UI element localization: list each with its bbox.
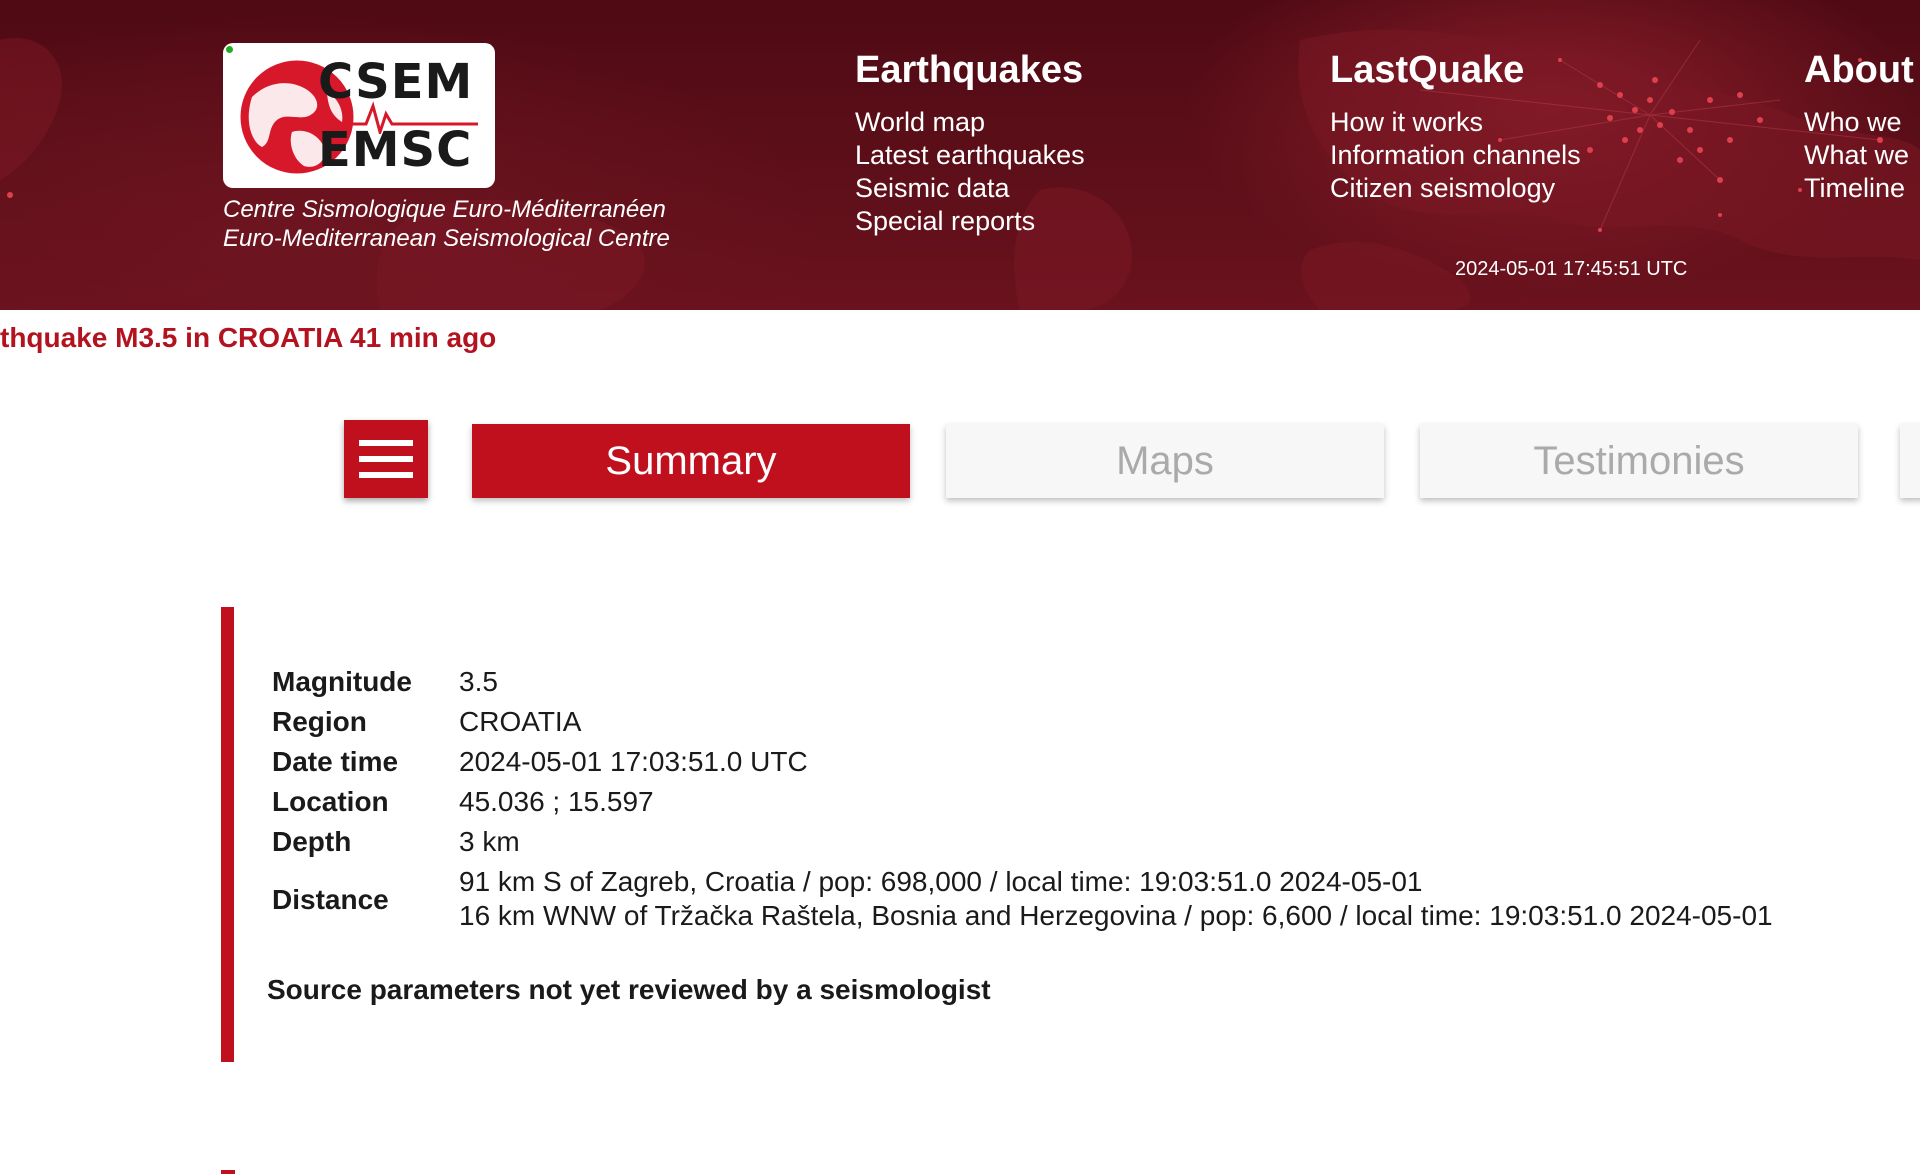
distance-label: Distance (272, 884, 389, 915)
nav-about (1804, 50, 1914, 205)
hamburger-icon-bar (359, 472, 413, 478)
nav-link-what-we[interactable]: What we (1804, 139, 1910, 170)
distance-value-1: 91 km S of Zagreb, Croatia / pop: 698,000 / local time: 19:03:51.0 2024-05-01 (459, 866, 1423, 897)
nav-about-title[interactable]: About (1804, 49, 1914, 91)
nav-link-who-we[interactable]: Who we (1804, 106, 1902, 137)
nav-lastquake-title[interactable]: LastQuake (1330, 49, 1525, 91)
depth-value: 3 km (459, 826, 520, 857)
region-value: CROATIA (459, 706, 582, 737)
nav-lastquake (1330, 50, 1581, 205)
depth-label: Depth (272, 826, 352, 857)
nav-earthquakes (855, 50, 1085, 238)
nav-link-latest-earthquakes[interactable]: Latest earthquakes (855, 139, 1085, 170)
next-section-marker (221, 1170, 235, 1174)
review-status-note: Source parameters not yet reviewed by a seismologist (267, 974, 991, 1005)
tab-summary[interactable]: Summary (472, 424, 910, 498)
distance-value-2: 16 km WNW of Tržačka Raštela, Bosnia and Herzegovina / pop: 6,600 / local time: 19:03:51.0 2024-05-01 (459, 900, 1773, 931)
datetime-label: Date time (272, 746, 399, 777)
magnitude-label: Magnitude (272, 666, 412, 697)
hamburger-menu-button[interactable] (344, 420, 428, 498)
tab-next-partial[interactable] (1900, 424, 1920, 498)
logo-text-csem: CSEM (318, 54, 474, 110)
nav-earthquakes-title[interactable]: Earthquakes (855, 49, 1084, 91)
location-value: 45.036 ; 15.597 (459, 786, 654, 817)
logo-text-emsc: EMSC (318, 122, 473, 178)
tab-testimonies[interactable]: Testimonies (1420, 424, 1858, 498)
tab-maps[interactable]: Maps (946, 424, 1384, 498)
hamburger-icon-bar (359, 456, 413, 462)
location-label: Location (272, 786, 389, 817)
magnitude-value: 3.5 (459, 666, 498, 697)
earthquake-summary-panel (221, 607, 1773, 1062)
nav-link-seismic-data[interactable]: Seismic data (855, 172, 1010, 203)
datetime-value: 2024-05-01 17:03:51.0 UTC (459, 746, 808, 777)
nav-link-timeline[interactable]: Timeline (1804, 172, 1906, 203)
utc-clock: 2024-05-01 17:45:51 UTC (1455, 258, 1688, 280)
nav-link-how-it-works[interactable]: How it works (1330, 106, 1484, 137)
hamburger-icon (359, 440, 413, 446)
nav-link-citizen-seismology[interactable]: Citizen seismology (1330, 172, 1556, 203)
nav-link-world-map[interactable]: World map (855, 106, 986, 137)
region-label: Region (272, 706, 367, 737)
nav-link-information-channels[interactable]: Information channels (1330, 139, 1581, 170)
tagline-english: Euro-Mediterranean Seismological Centre (223, 225, 670, 252)
tagline-french: Centre Sismologique Euro-Méditerranéen (223, 196, 666, 223)
latest-quake-ticker[interactable]: thquake M3.5 in CROATIA 41 min ago (0, 322, 497, 353)
site-header (0, 0, 1920, 310)
nav-link-special-reports[interactable]: Special reports (855, 205, 1036, 236)
